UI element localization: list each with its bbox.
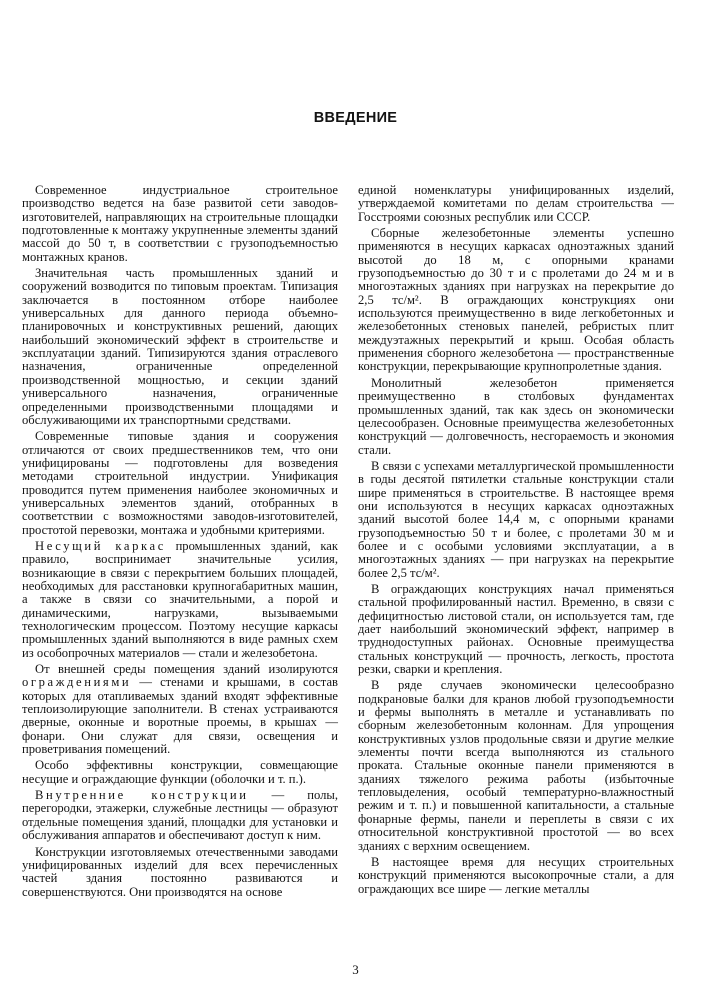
paragraph: Особо эффективны конструкции, совмещающие несущие и ограждающие функции (оболочки и т. п.). [22, 758, 338, 786]
right-column [358, 184, 674, 899]
page-number: 3 [352, 962, 359, 977]
paragraph-text: промышленных зданий, как правило, воспринимает значительные усилия, возникающие в связи с перекрытием больших площадей, необходимых для расстановки крупногабаритных машин, а также в связи со значительными, а порой и динамическими, нагрузками, вызываемыми технологическим процессом. Поэтому несущие каркасы промышленных зданий выполняются в виде рамных схем из особопрочных материалов — стали и железобетона. [22, 538, 338, 660]
spaced-term: Внутренние конструкции [35, 788, 249, 803]
paragraph: Сборные железобетонные элементы успешно применяются в несущих каркасах одноэтажных зданий высотой до 18 м, с опорными кранами грузоподъемностью до 30 т и с пролетами до 24 м и в многоэтажных зданиях при нагрузках на перекрытие до 2,5 тс/м². В ограждающих конструкциях они используются преимущественно в виде легкобетонных и железобетонных стеновых панелей, ребристых плит междуэтажных перекрытий и крыш. Особая область применения сборного железобетона — пространственные конструкции, перекрывающие крупнопролетные здания. [358, 226, 674, 374]
paragraph: В ограждающих конструкциях начал применяться стальной профилированный настил. Временно, в связи с дефицитностью листовой стали, он используется там, где дает наибольший экономический эффект, например в труднодоступных районах. Основные преимущества стальных конструкций — прочность, легкость, простота резки, сварки и крепления. [358, 581, 674, 677]
paragraph: Монолитный железобетон применяется преимущественно в столбовых фундаментах промышленных зданий, так как здесь он экономически целесообразен. Основные преимущества железобетонных конструкций — долговечность, несгораемость и экономия стали. [358, 375, 674, 457]
paragraph [22, 789, 338, 842]
page-heading: ВВЕДЕНИЕ [313, 110, 398, 126]
paragraph: Конструкции изготовляемых отечественными заводами унифицированных изделий для всех перечисленных частей здания постоянно развиваются и совершенствуются. Они производятся на основе [22, 844, 338, 899]
paragraph: В ряде случаев экономически целесообразно подкрановые балки для кранов любой грузоподъемности и фермы выполнять в металле и устанавливать по сборным железобетонным колоннам. Для упрощения конструктивных узлов продольные связи и другие мелкие элементы почти всегда выполняются из стального проката. Стальные оконные панели применяются в зданиях тяжелого режима работы (избыточные тепловыделения, особый температурно-влажностный режим и т. п.) и повышенной капитальности, а стальные фонарные фермы, панели и переплеты в связи с их относительной конструктивной простотой — во всех зданиях с верхним освещением. [358, 678, 674, 853]
paragraph [22, 540, 338, 660]
paragraph: Современные типовые здания и сооружения отличаются от своих предшественников тем, что они унифицированы — подготовлены для возведения методами строительной индустрии. Унификация проводится путем применения наиболее экономичных и универсальных элементов зданий, отобранных в соответствии с возможностями заводов-изготовителей, простотой перевозки, монтажа и удобными критериями. [22, 429, 338, 537]
paragraph-text: — стенами и крышами, в состав которых для отапливаемых зданий входят эффективные теплоизолирующие заполнители. В стенах устраиваются дверные, оконные и воротные проемы, в крышах — фонари. Они служат для связи, освещения и проветривания помещений. [22, 675, 338, 757]
paragraph: В настоящее время для несущих строительных конструкций применяются высокопрочные стали, а для ограждающих все шире — легкие металлы [358, 854, 674, 896]
left-column [22, 184, 338, 902]
paragraph: Современное индустриальное строительное производство ведется на базе развитой сети заводов-изготовителей, направляющих на строительные площадки подготовленные к монтажу укрупненные элементы зданий массой до 50 т, в соответствии с грузоподъемностью монтажных кранов. [22, 183, 338, 264]
paragraph-continued: единой номенклатуры унифицированных изделий, утверждаемой комитетами по делам строительства — Госстроями союзных республик или СССР. [358, 183, 674, 224]
paragraph: В связи с успехами металлургической промышленности в годы десятой пятилетки стальные конструкции стали шире применяться в строительстве. В настоящее время они используются в несущих каркасах одноэтажных зданий высотой более 14,4 м, с опорными кранами грузоподъемностью 50 т и более, с пролетами 30 м и более и с особыми условиями эксплуатации, а в многоэтажных зданиях — при нагрузках на перекрытие более 2,5 тс/м². [358, 458, 674, 580]
paragraph [22, 663, 338, 756]
paragraph: Значительная часть промышленных зданий и сооружений возводится по типовым проектам. Типизация заключается в постоянном отборе наиболее универсальных для данного периода объемно-планировочных и конструктивных решений, дающих наибольший экономический эффект в строительстве и эксплуатации зданий. Типизируются здания отраслевого назначения, ограниченные определенной производственной мощностью, и секции зданий универсального назначения, ограниченные определенными производственными площадями и обслуживающими их транспортными средствами. [22, 266, 338, 427]
spaced-term: ограждениями [22, 675, 132, 690]
paragraph-text: — полы, перегородки, этажерки, служебные лестницы — образуют отдельные помещения зданий, площадки для установки и обслуживания аппаратов и обеспечивают доступ к ним. [22, 788, 338, 843]
paragraph-text: От внешней среды помещения зданий изолируются [35, 662, 338, 677]
spaced-term: Несущий каркас [35, 538, 166, 553]
